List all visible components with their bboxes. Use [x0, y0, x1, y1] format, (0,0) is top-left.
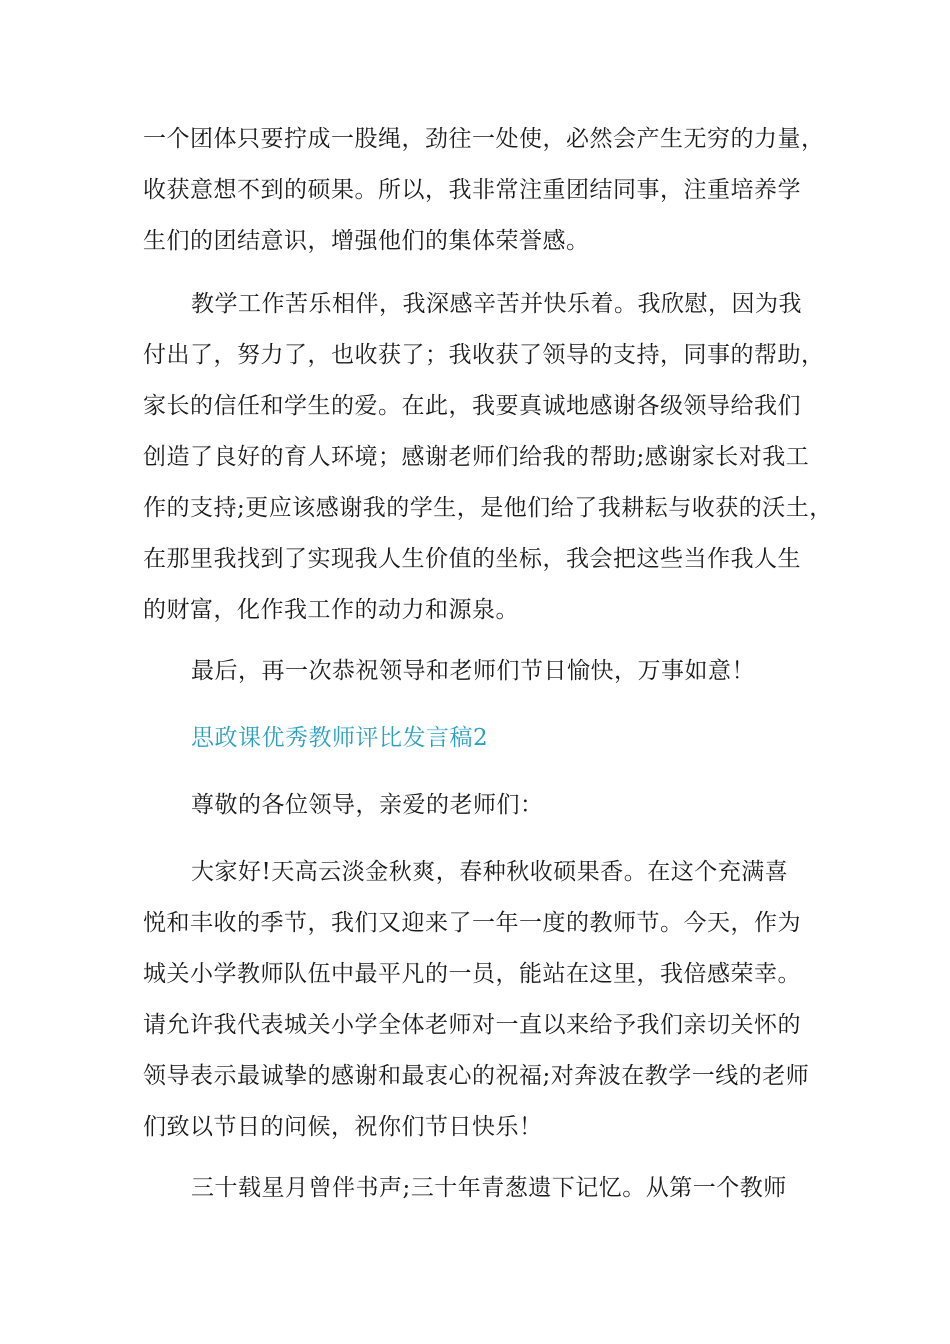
- text-line: 最后，再一次恭祝领导和老师们节日愉快，万事如意！: [191, 658, 755, 684]
- text-line: 生们的团结意识，增强他们的集体荣誉感。: [143, 228, 590, 254]
- text-line: 一个团体只要拧成一股绳，劲往一处使，必然会产生无穷的力量，: [143, 126, 825, 152]
- text-line: 作的支持;更应该感谢我的学生，是他们给了我耕耘与收获的沃土，: [143, 495, 833, 521]
- text-line: 家长的信任和学生的爱。在此，我要真诚地感谢各级领导给我们: [143, 393, 801, 419]
- text-line: 的财富，化作我工作的动力和源泉。: [143, 597, 519, 623]
- paragraph-closing: [143, 646, 833, 697]
- paragraph-thirty-years: [143, 1163, 833, 1214]
- text-line: 悦和丰收的季节，我们又迎来了一年一度的教师节。今天，作为: [143, 910, 801, 936]
- heading-text: 思政课优秀教师评比发言稿2: [191, 725, 489, 751]
- section-heading: [143, 713, 833, 764]
- text-line: 创造了良好的育人环境；感谢老师们给我的帮助;感谢家长对我工: [143, 444, 810, 470]
- text-line: 付出了，努力了，也收获了；我收获了领导的支持，同事的帮助，: [143, 342, 825, 368]
- paragraph-gratitude: [143, 279, 833, 636]
- text-line: 在那里我找到了实现我人生价值的坐标，我会把这些当作我人生: [143, 546, 801, 572]
- text-line: 大家好!天高云淡金秋爽，春种秋收硕果香。在这个充满喜: [191, 859, 789, 885]
- text-line: 请允许我代表城关小学全体老师对一直以来给予我们亲切关怀的: [143, 1012, 801, 1038]
- paragraph-greeting: [143, 847, 833, 1153]
- text-line: 们致以节日的问候，祝你们节日快乐！: [143, 1114, 543, 1140]
- text-line: 城关小学教师队伍中最平凡的一员，能站在这里，我倍感荣幸。: [143, 961, 801, 987]
- paragraph-teamwork: [143, 114, 833, 267]
- text-line: 收获意想不到的硕果。所以，我非常注重团结同事，注重培养学: [143, 177, 801, 203]
- text-line: 尊敬的各位领导，亲爱的老师们：: [191, 792, 544, 818]
- text-line: 教学工作苦乐相伴，我深感辛苦并快乐着。我欣慰，因为我: [191, 291, 802, 317]
- text-line: 领导表示最诚挚的感谢和最衷心的祝福;对奔波在教学一线的老师: [143, 1063, 810, 1089]
- text-line: 三十载星月曾伴书声;三十年青葱遗下记忆。从第一个教师: [191, 1175, 787, 1201]
- paragraph-salutation: [143, 780, 833, 831]
